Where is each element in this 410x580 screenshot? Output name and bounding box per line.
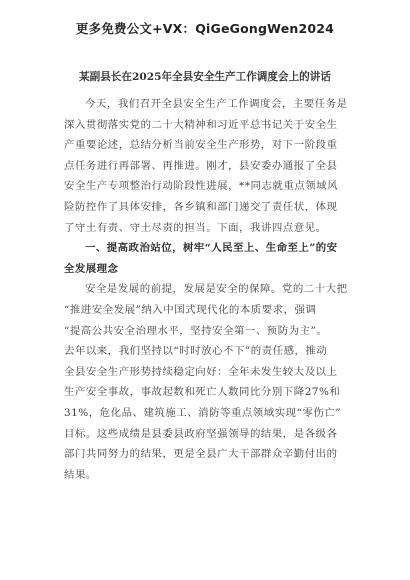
paragraph-line: 点任务进行再部署、再推进。刚才，县安委办通报了全县: [64, 159, 338, 172]
section-heading: [64, 238, 354, 279]
paragraph-line: 深入贯彻落实党的二十大精神和习近平总书记关于安全生: [64, 118, 338, 131]
paragraph-intro: [64, 94, 354, 238]
paragraph-line: 安全是发展的前提，发展是安全的保障。党的二十大把: [85, 283, 348, 296]
paragraph-line: 今天，我们召开全县安全生产工作调度会，主要任务是: [85, 98, 348, 110]
paragraph-line: 部门共同努力的结果，更是全县广大干部群众辛勤付出的: [64, 448, 338, 461]
paragraph-line: 去年以来，我们坚持以“时时放心不下”的责任感，推动: [64, 345, 328, 358]
paragraph-line: 目标。这些成绩是县委县政府坚强领导的结果，是各级各: [64, 427, 338, 440]
paragraph-line: 产重要论述，总结分析当前安全生产形势，对下一阶段重: [64, 139, 338, 152]
paragraph-line: 结果。: [64, 468, 97, 481]
paragraph-line: 了守土有责、守土尽责的担当。下面，我讲四点意见。: [64, 221, 327, 234]
paragraph-line: “推进安全发展”纳入中国式现代化的本质要求，强调: [64, 303, 317, 316]
document-title: 某副县长在2025年全县安全生产工作调度会上的讲话: [79, 71, 331, 83]
paragraph-line: 安全生产专项整治行动阶段性进展，**同志就重点领域风: [64, 180, 339, 193]
paragraph-line: 生产安全事故，事故起数和死亡人数同比分别下降27%和: [64, 386, 341, 399]
heading-line: 全发展理念: [64, 262, 119, 275]
promo-banner: 更多免费公文+VX：QiGeGongWen2024: [75, 21, 335, 36]
paragraph-line: “提高公共安全治理水平，坚持安全第一、预防为主”。: [64, 324, 328, 337]
paragraph-safety: [64, 279, 354, 485]
document-body: [64, 94, 354, 485]
paragraph-line: 全县安全生产形势持续稳定向好：全年未发生较大及以上: [64, 365, 338, 378]
paragraph-line: 31%，危化品、建筑施工、消防等重点领域实现“零伤亡”: [64, 406, 342, 419]
heading-line: 一、提高政治站位，树牢“人民至上、生命至上”的安: [85, 242, 338, 255]
paragraph-line: 险防控作了具体安排，各乡镇和部门递交了责任状，体现: [64, 200, 338, 213]
